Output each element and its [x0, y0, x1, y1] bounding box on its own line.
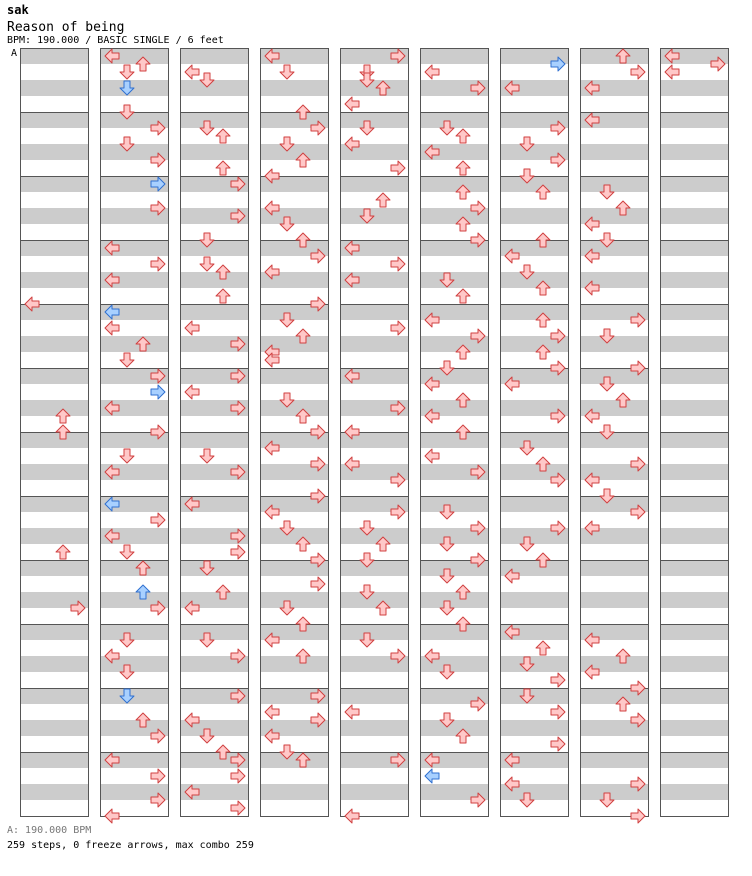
down-arrow-note [120, 449, 134, 463]
beat-stripe [100, 560, 168, 576]
footer-bpm: A: 190.000 BPM [7, 825, 92, 836]
down-arrow-note [280, 65, 294, 79]
beat-stripe [660, 112, 728, 128]
beat-stripe [340, 336, 408, 352]
beat-stripe [20, 752, 88, 768]
beat-stripe [660, 432, 728, 448]
beat-stripe [20, 496, 88, 512]
beat-stripe [20, 784, 88, 800]
beat-stripe [180, 624, 248, 640]
up-arrow-note [536, 641, 550, 655]
beat-stripe [20, 464, 88, 480]
right-arrow-note [391, 257, 405, 271]
beat-stripe [260, 400, 328, 416]
beat-stripe [180, 240, 248, 256]
up-arrow-note [216, 161, 230, 175]
beat-stripe [580, 48, 648, 64]
right-arrow-note [391, 321, 405, 335]
beat-stripe [660, 496, 728, 512]
left-arrow-note [265, 705, 279, 719]
right-arrow-note [231, 545, 245, 559]
beat-stripe [20, 400, 88, 416]
bpm-marker-label: A [11, 48, 18, 59]
up-arrow-note [456, 129, 470, 143]
down-arrow-note [120, 353, 134, 367]
beat-stripe [20, 720, 88, 736]
beat-stripe [660, 560, 728, 576]
beat-stripe [340, 176, 408, 192]
beat-stripe [660, 208, 728, 224]
beat-stripe [260, 592, 328, 608]
right-arrow-note [391, 161, 405, 175]
beat-stripe [660, 368, 728, 384]
beat-stripe [500, 176, 568, 192]
beat-stripe [340, 688, 408, 704]
beat-stripe [660, 592, 728, 608]
beat-stripe [660, 336, 728, 352]
down-arrow-note [120, 545, 134, 559]
beat-stripe [580, 336, 648, 352]
left-arrow-note [185, 65, 199, 79]
beat-stripe [340, 528, 408, 544]
beat-stripe [660, 272, 728, 288]
beat-stripe [180, 272, 248, 288]
beat-stripe [20, 80, 88, 96]
beat-stripe [660, 464, 728, 480]
right-arrow-note [631, 65, 645, 79]
beat-stripe [20, 624, 88, 640]
beat-stripe [660, 176, 728, 192]
beat-stripe [260, 368, 328, 384]
right-arrow-note [551, 673, 565, 687]
up-arrow-note [216, 289, 230, 303]
beat-stripe [20, 144, 88, 160]
beat-stripe [660, 144, 728, 160]
beat-stripe [420, 176, 488, 192]
left-arrow-note [185, 385, 199, 399]
beat-stripe [180, 144, 248, 160]
beat-stripe [20, 688, 88, 704]
beat-stripe [20, 208, 88, 224]
right-arrow-note [311, 577, 325, 591]
beat-stripe [180, 432, 248, 448]
beat-stripe [660, 656, 728, 672]
beat-stripe [420, 720, 488, 736]
beat-stripe [340, 80, 408, 96]
beat-stripe [660, 528, 728, 544]
right-arrow-note [151, 513, 165, 527]
beat-stripe [260, 752, 328, 768]
beat-stripe [340, 592, 408, 608]
beat-stripe [500, 304, 568, 320]
right-arrow-note [231, 801, 245, 815]
beat-stripe [660, 688, 728, 704]
beat-stripe [100, 624, 168, 640]
left-arrow-note [345, 97, 359, 111]
beat-stripe [580, 432, 648, 448]
beat-stripe [20, 48, 88, 64]
beat-stripe [20, 560, 88, 576]
beat-stripe [500, 592, 568, 608]
up-arrow-note [456, 289, 470, 303]
beat-stripe [20, 272, 88, 288]
left-arrow-note [425, 769, 439, 783]
beat-stripe [260, 144, 328, 160]
beat-stripe [260, 528, 328, 544]
beat-stripe [340, 304, 408, 320]
beat-stripe [340, 784, 408, 800]
left-arrow-note [345, 809, 359, 823]
song-title: Reason of being [7, 20, 125, 35]
beat-stripe [20, 656, 88, 672]
beat-stripe [660, 752, 728, 768]
left-arrow-note [105, 321, 119, 335]
beat-stripe [180, 48, 248, 64]
beat-stripe [660, 720, 728, 736]
beat-stripe [340, 624, 408, 640]
right-arrow-note [551, 737, 565, 751]
beat-stripe [20, 176, 88, 192]
beat-stripe [20, 112, 88, 128]
up-arrow-note [56, 545, 70, 559]
down-arrow-note [200, 257, 214, 271]
beat-stripe [660, 624, 728, 640]
beat-stripe [20, 368, 88, 384]
left-arrow-note [105, 809, 119, 823]
beat-stripe [660, 240, 728, 256]
beat-stripe [580, 752, 648, 768]
right-arrow-note [631, 809, 645, 823]
beat-stripe [500, 720, 568, 736]
beat-stripe [20, 336, 88, 352]
beat-stripe [260, 784, 328, 800]
beat-stripe [660, 80, 728, 96]
beat-stripe [420, 592, 488, 608]
beat-stripe [580, 144, 648, 160]
beat-stripe [100, 336, 168, 352]
beat-stripe [20, 528, 88, 544]
left-arrow-note [425, 65, 439, 79]
right-arrow-note [551, 705, 565, 719]
beat-stripe [420, 624, 488, 640]
beat-stripe [340, 720, 408, 736]
measure-stripes [20, 48, 728, 800]
left-arrow-note [345, 705, 359, 719]
beat-stripe [180, 112, 248, 128]
right-arrow-note [151, 257, 165, 271]
beat-stripe [420, 112, 488, 128]
beat-stripe [260, 80, 328, 96]
down-arrow-note [120, 65, 134, 79]
beat-stripe [660, 400, 728, 416]
beat-stripe [580, 592, 648, 608]
beat-stripe [500, 208, 568, 224]
beat-stripe [20, 240, 88, 256]
beat-stripe [500, 496, 568, 512]
beat-stripe [660, 304, 728, 320]
up-arrow-note [216, 129, 230, 143]
footer-stats: 259 steps, 0 freeze arrows, max combo 259 [7, 840, 254, 851]
beat-stripe [180, 304, 248, 320]
beat-stripe [500, 432, 568, 448]
artist-name: sak [7, 3, 29, 17]
beat-stripe [420, 496, 488, 512]
left-arrow-note [425, 449, 439, 463]
down-arrow-note [200, 449, 214, 463]
left-arrow-note [665, 65, 679, 79]
beat-stripe [260, 656, 328, 672]
beat-stripe [180, 80, 248, 96]
beat-stripe [580, 176, 648, 192]
up-arrow-note [456, 161, 470, 175]
beat-stripe [340, 112, 408, 128]
beat-stripe [660, 784, 728, 800]
beat-stripe [500, 272, 568, 288]
beat-stripe [580, 560, 648, 576]
beat-stripe [420, 48, 488, 64]
right-arrow-note [151, 385, 165, 399]
right-arrow-note [151, 769, 165, 783]
beat-stripe [420, 432, 488, 448]
beat-stripe [340, 560, 408, 576]
beat-stripe [20, 432, 88, 448]
left-arrow-note [185, 321, 199, 335]
right-arrow-note [231, 769, 245, 783]
up-arrow-note [376, 193, 390, 207]
chart-meta: BPM: 190.000 / BASIC SINGLE / 6 feet [7, 35, 224, 46]
